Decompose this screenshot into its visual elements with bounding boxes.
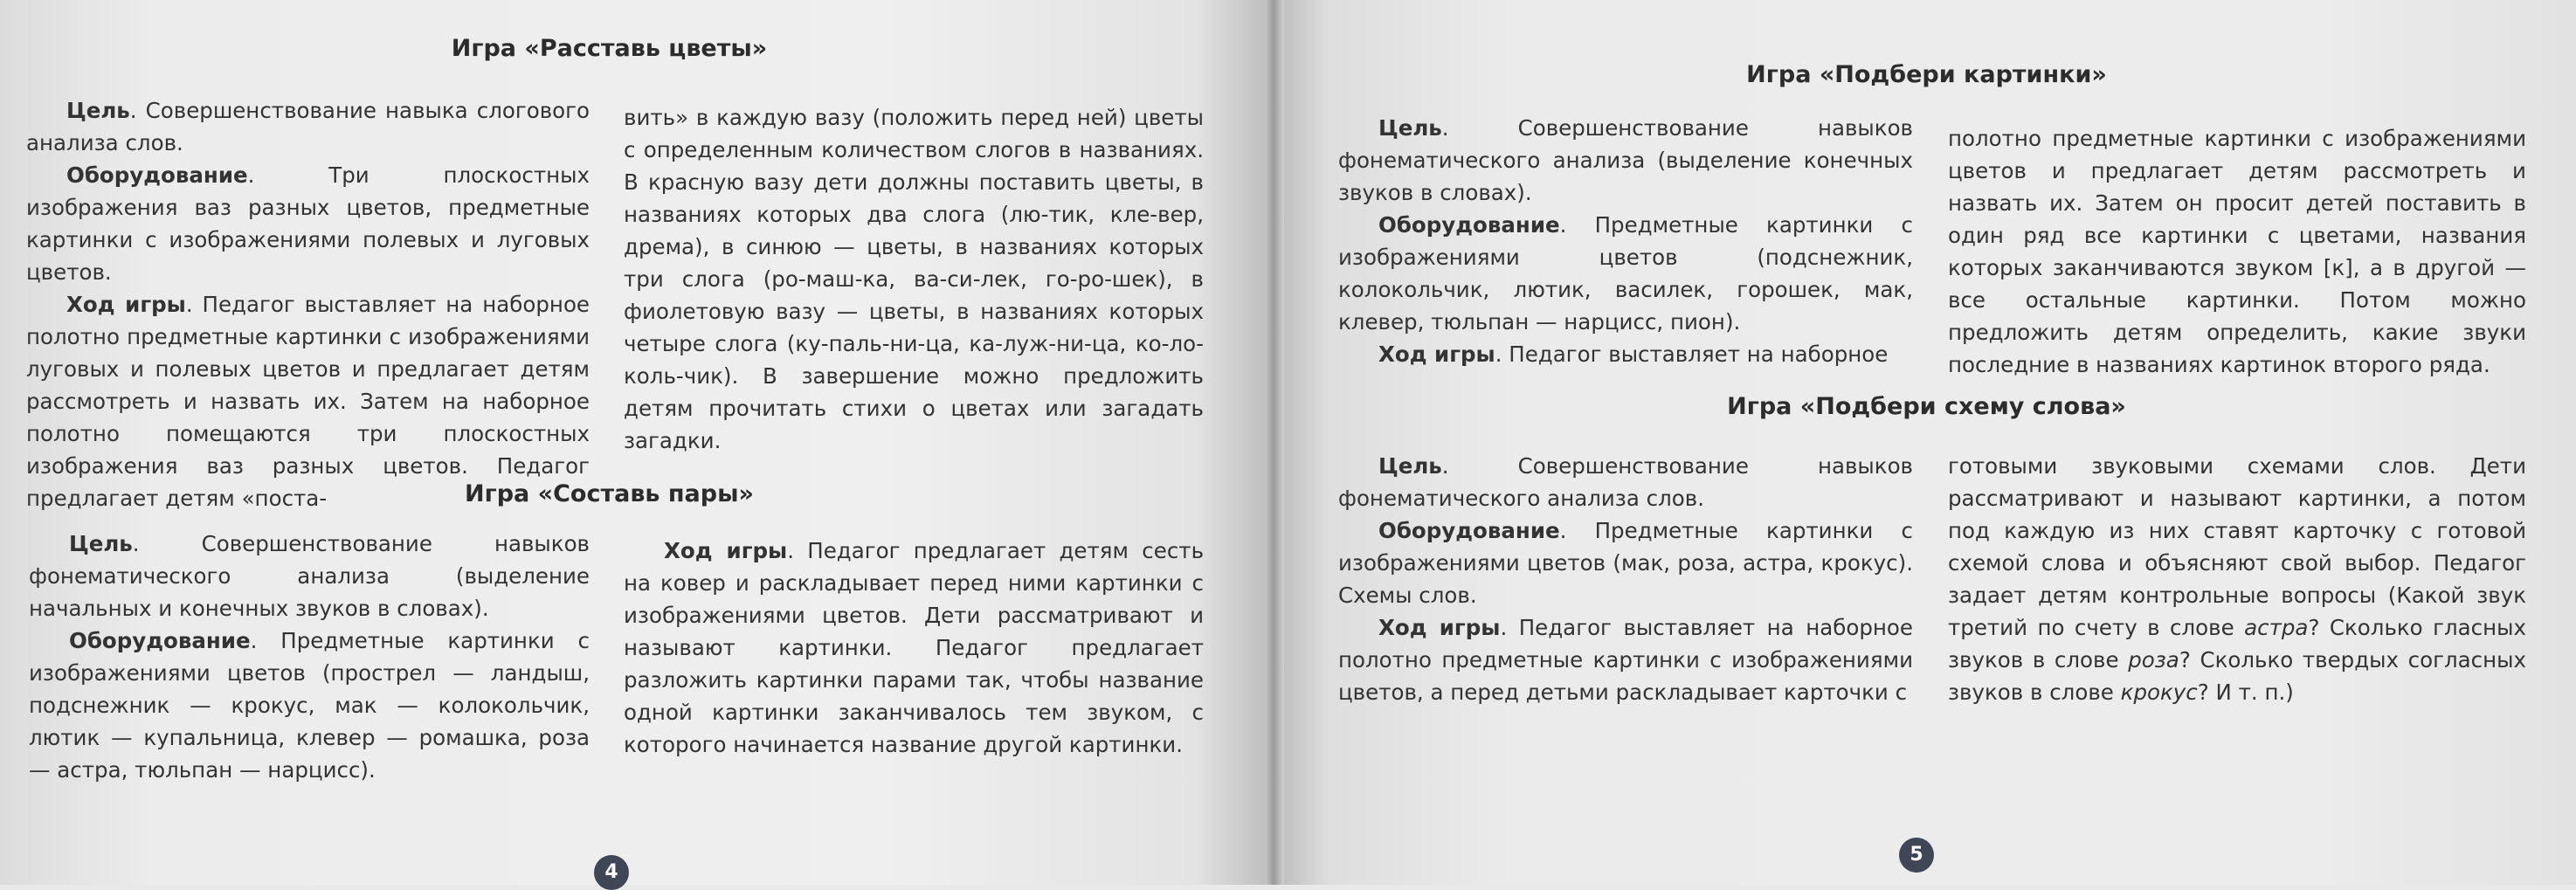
word-scheme-column-1	[1338, 450, 1913, 708]
game-title-make-pairs: Игра «Составь пары»	[465, 480, 754, 507]
game-procedure-paragraph: Ход игры. Педагог предлагает детям сесть на ковер и раскладывает перед ними картинки с изображениями цветов. Дети рассматривают и называют картинки. Педагог предлагает разложить картинки парами так, чтобы название одной картинки заканчивалось тем звуком, с которого начинается название другой картинки.	[624, 538, 1205, 757]
game-procedure-paragraph: Ход игры. Педагог выставляет на наборное полотно предметные картинки с изображениями луговых и полевых цветов и предлагает детям рассмотреть и назвать их. Затем на наборное полотно помещаются три плоскостных изображения ваз разных цветов. Педагог предлагает детям «поста-	[26, 292, 590, 511]
equipment-paragraph: Оборудование. Предметные картинки с изображениями цветов (прострел — ландыш, подснежник — крокус, мак — колокольчик, лютик — купальница, клевер — ромашка, роза — астра, тюльпан — нарцисс).	[29, 628, 590, 783]
book-spine-gutter	[1265, 0, 1284, 885]
pick-pictures-column-1	[1338, 112, 1913, 370]
goal-paragraph: Цель. Совершенствование навыков фонематического анализа слов.	[1338, 453, 1913, 511]
goal-paragraph: Цель. Совершенствование навыков фонематического анализа (выделение конечных звуков в словах).	[1338, 115, 1913, 205]
make-pairs-column-1	[29, 528, 590, 786]
equipment-paragraph: Оборудование. Предметные картинки с изображениями цветов (мак, роза, астра, крокус). Схемы слов.	[1338, 518, 1913, 608]
make-pairs-column-2	[624, 535, 1204, 761]
equipment-paragraph: Оборудование. Три плоскостных изображения ваз разных цветов, предметные картинки с изображениями полевых и луговых цветов.	[26, 162, 590, 285]
word-scheme-column-2	[1948, 450, 2526, 708]
game-procedure-paragraph: Ход игры. Педагог выставляет на наборное	[1378, 342, 1889, 367]
game-procedure-paragraph: Ход игры. Педагог выставляет на наборное полотно предметные картинки с изображениями цветов, а перед детьми раскладывает карточки с	[1338, 615, 1913, 705]
game-title-word-scheme: Игра «Подбери схему слова»	[1727, 393, 2126, 420]
game-procedure-continued: полотно предметные картинки с изображениями цветов и предлагает детям рассмотреть и назвать их. Затем он просит детей поставить в один ряд все картинки с цветами, названия которых заканчиваются звуком [к], а в другой — все остальные картинки. Потом можно предложить детям определить, какие звуки последние в названиях картинок второго ряда.	[1948, 126, 2526, 377]
right-page	[1277, 0, 2576, 885]
page-number: 5	[1899, 838, 1934, 873]
arrange-flowers-column-1	[26, 94, 590, 514]
pick-pictures-column-2	[1948, 122, 2526, 381]
game-title-arrange-flowers: Игра «Расставь цветы»	[451, 35, 768, 62]
game-procedure-continued: готовыми звуковыми схемами слов. Дети рассматривают и называют картинки, а потом под каждую из них ставят карточку с готовой схемой слова и объясняют свой выбор. Педагог задает детям контрольные вопросы (Какой звук третий по счету в слове астра? Сколько гласных звуков в слове роза? Сколько твердых согласных звуков в слове крокус? И т. п.)	[1948, 453, 2526, 705]
goal-paragraph: Цель. Совершенствование навыка слогового анализа слов.	[26, 98, 590, 155]
goal-paragraph: Цель. Совершенствование навыков фонематического анализа (выделение начальных и конечных звуков в словах).	[29, 531, 590, 621]
game-title-pick-pictures: Игра «Подбери картинки»	[1746, 61, 2107, 88]
page-number: 4	[594, 855, 629, 890]
equipment-paragraph: Оборудование. Предметные картинки с изображениями цветов (подснежник, колокольчик, лютик, василек, горошек, мак, клевер, тюльпан — нарцисс, пион).	[1338, 212, 1913, 335]
arrange-flowers-column-2	[624, 101, 1204, 457]
left-page	[0, 0, 1271, 885]
game-procedure-continued: вить» в каждую вазу (положить перед ней) цветы с определенным количеством слогов в названиях. В красную вазу дети должны поставить цветы, в названиях которых два слога (лю-тик, кле-вер, дрема), в синюю — цветы, в названиях которых три слога (ро-маш-ка, ва-си-лек, го-ро-шек), в фиолетовую вазу — цветы, в названиях которых четыре слога (ку-паль-ни-ца, ка-луж-ни-ца, ко-ло-коль-чик). В завершение можно предложить детям прочитать стихи о цветах или загадать загадки.	[624, 105, 1204, 453]
